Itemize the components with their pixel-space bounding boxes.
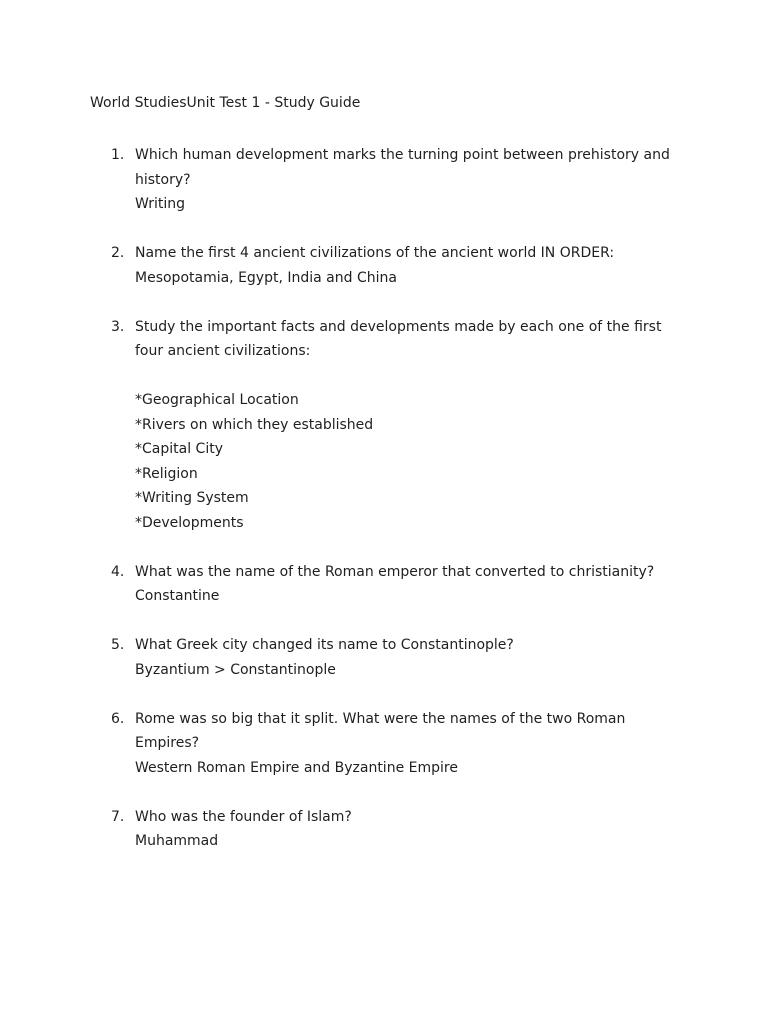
question-item-2: [90, 241, 690, 290]
question-item-5: [90, 633, 690, 682]
topic-item: *Rivers on which they established: [135, 416, 374, 433]
question-text: Rome was so big that it split. What were the names of the two Roman Empires?: [135, 710, 626, 751]
question-answer: Constantine: [135, 588, 220, 604]
question-item-4: [90, 560, 690, 609]
question-number: 2.: [111, 245, 125, 261]
question-item-6: [90, 707, 690, 781]
question-number: 7.: [111, 808, 125, 825]
topic-item: *Geographical Location: [135, 392, 299, 408]
question-answer: Muhammad: [135, 833, 219, 849]
topic-item: *Capital City: [135, 441, 223, 457]
question-text: What was the name of the Roman emperor that converted to christianity?: [135, 563, 655, 580]
topic-item: *Developments: [135, 514, 244, 531]
question-number: 6.: [111, 710, 125, 727]
question-answer: Western Roman Empire and Byzantine Empire: [135, 759, 458, 776]
topic-item: *Writing System: [135, 490, 249, 506]
question-answer: Mesopotamia, Egypt, India and China: [135, 269, 397, 286]
question-list: [90, 143, 690, 878]
question-number: 5.: [111, 637, 125, 653]
question-item-7: [90, 805, 690, 854]
question-item-1: [90, 143, 690, 217]
question-text: Which human development marks the turning point between prehistory and history?: [135, 147, 670, 188]
question-text: Study the important facts and developments made by each one of the first four ancient civilizations:: [135, 318, 662, 359]
topic-item: *Religion: [135, 465, 198, 482]
question-text: What Greek city changed its name to Constantinople?: [135, 637, 514, 653]
question-text: Who was the founder of Islam?: [135, 808, 352, 825]
document-title: World StudiesUnit Test 1 - Study Guide: [90, 95, 361, 111]
question-answer: Byzantium > Constantinople: [135, 661, 336, 678]
question-item-3: [90, 315, 690, 536]
question-number: 4.: [111, 563, 125, 580]
question-number: 1.: [111, 147, 125, 163]
topic-list: [135, 388, 690, 535]
question-answer: Writing: [135, 196, 185, 212]
question-text: Name the first 4 ancient civilizations of the ancient world IN ORDER:: [135, 245, 615, 261]
question-number: 3.: [111, 318, 125, 335]
